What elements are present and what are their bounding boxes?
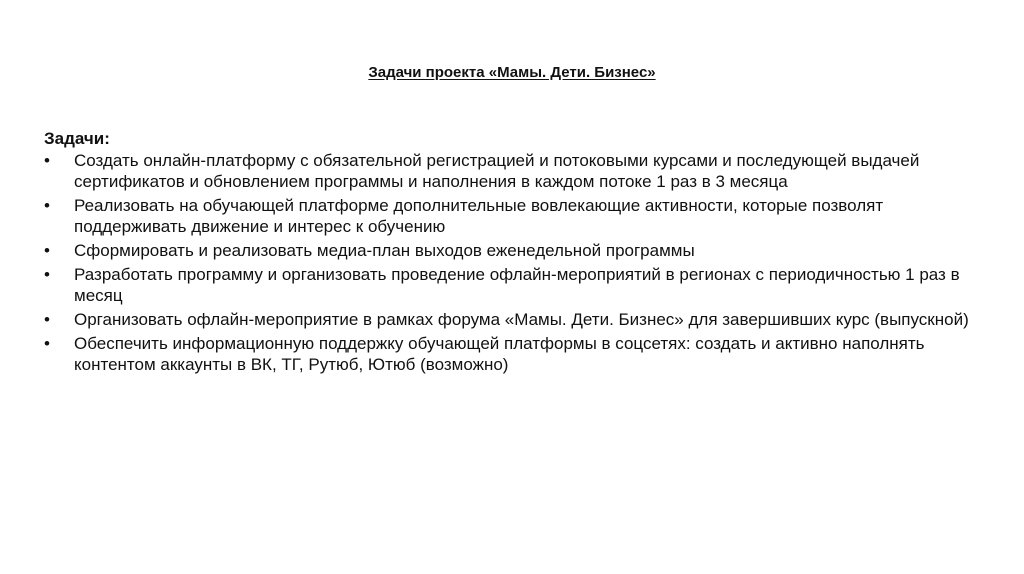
task-text: Обеспечить информационную поддержку обучающей платформы в соцсетях: создать и активно наполнять контентом аккаунты в ВК, ТГ, Рутюб, Ютюб (возможно) [74, 334, 925, 374]
bullet-icon: • [44, 310, 50, 329]
slide-title: Задачи проекта «Мамы. Дети. Бизнес» [368, 64, 656, 81]
bullet-icon: • [44, 151, 50, 170]
section-heading: Задачи: [44, 129, 110, 148]
task-item-5 [44, 309, 994, 330]
slide-content [44, 128, 994, 378]
task-text: Создать онлайн-платформу с обязательной регистрацией и потоковыми курсами и последующей выдачей сертификатов и обновлением программы и наполнения в каждом потоке 1 раз в 3 месяца [74, 151, 920, 191]
bullet-icon: • [44, 196, 50, 215]
task-text: Реализовать на обучающей платформе дополнительные вовлекающие активности, которые позволят поддерживать движение и интерес к обучению [74, 196, 884, 236]
bullet-icon: • [44, 334, 50, 353]
task-item-6 [44, 333, 994, 375]
task-text: Разработать программу и организовать проведение офлайн-мероприятий в регионах с периодичностью 1 раз в месяц [74, 265, 960, 305]
task-item-3 [44, 240, 994, 261]
task-text: Организовать офлайн-мероприятие в рамках форума «Мамы. Дети. Бизнес» для завершивших курс (выпускной) [74, 310, 969, 329]
task-item-1 [44, 150, 994, 192]
task-text: Сформировать и реализовать медиа-план выходов еженедельной программы [74, 241, 695, 260]
task-list [44, 150, 994, 375]
bullet-icon: • [44, 265, 50, 284]
bullet-icon: • [44, 241, 50, 260]
task-item-4 [44, 264, 994, 306]
task-item-2 [44, 195, 994, 237]
